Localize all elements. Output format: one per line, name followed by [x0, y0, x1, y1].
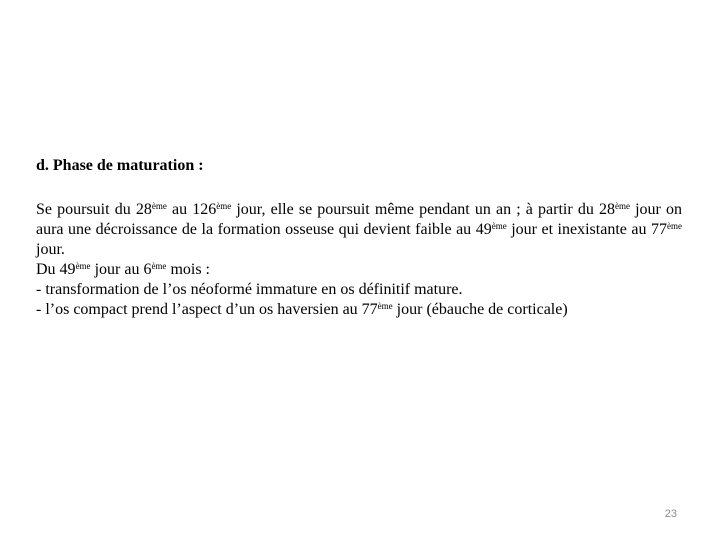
- text-run: jour (ébauche de corticale): [392, 301, 568, 318]
- page-number: 23: [664, 508, 677, 520]
- text-run: jour on aura une décroissance de la formation osseuse qui devient faible au 49: [36, 201, 683, 238]
- superscript: ème: [151, 201, 167, 211]
- superscript: ème: [614, 201, 630, 211]
- text-run: au 126: [166, 201, 217, 218]
- bullet-item: - transformation de l’os néoformé immature en os définitif mature.: [36, 281, 463, 298]
- text-run: jour.: [36, 241, 65, 258]
- text-run: jour au 6: [90, 261, 152, 278]
- text-run: jour, elle se poursuit même pendant un an ; à partir du 28: [231, 201, 615, 218]
- superscript: ème: [377, 301, 393, 311]
- superscript: ème: [75, 261, 91, 271]
- paragraph-timeline: [36, 200, 682, 260]
- text-run: Se poursuit du 28: [36, 201, 152, 218]
- superscript: ème: [491, 221, 507, 231]
- superscript: ème: [667, 221, 683, 231]
- text-run: jour et inexistante au 77: [506, 221, 668, 238]
- section-heading: d. Phase de maturation :: [36, 157, 204, 174]
- text-run: - l’os compact prend l’aspect d’un os haversien au 77: [36, 301, 378, 318]
- text-run: Du 49: [36, 261, 76, 278]
- superscript: ème: [216, 201, 232, 211]
- period-line: [36, 260, 682, 280]
- bullet-item: [36, 300, 682, 320]
- slide-body: [36, 200, 682, 320]
- superscript: ème: [151, 261, 167, 271]
- text-run: mois :: [166, 261, 210, 278]
